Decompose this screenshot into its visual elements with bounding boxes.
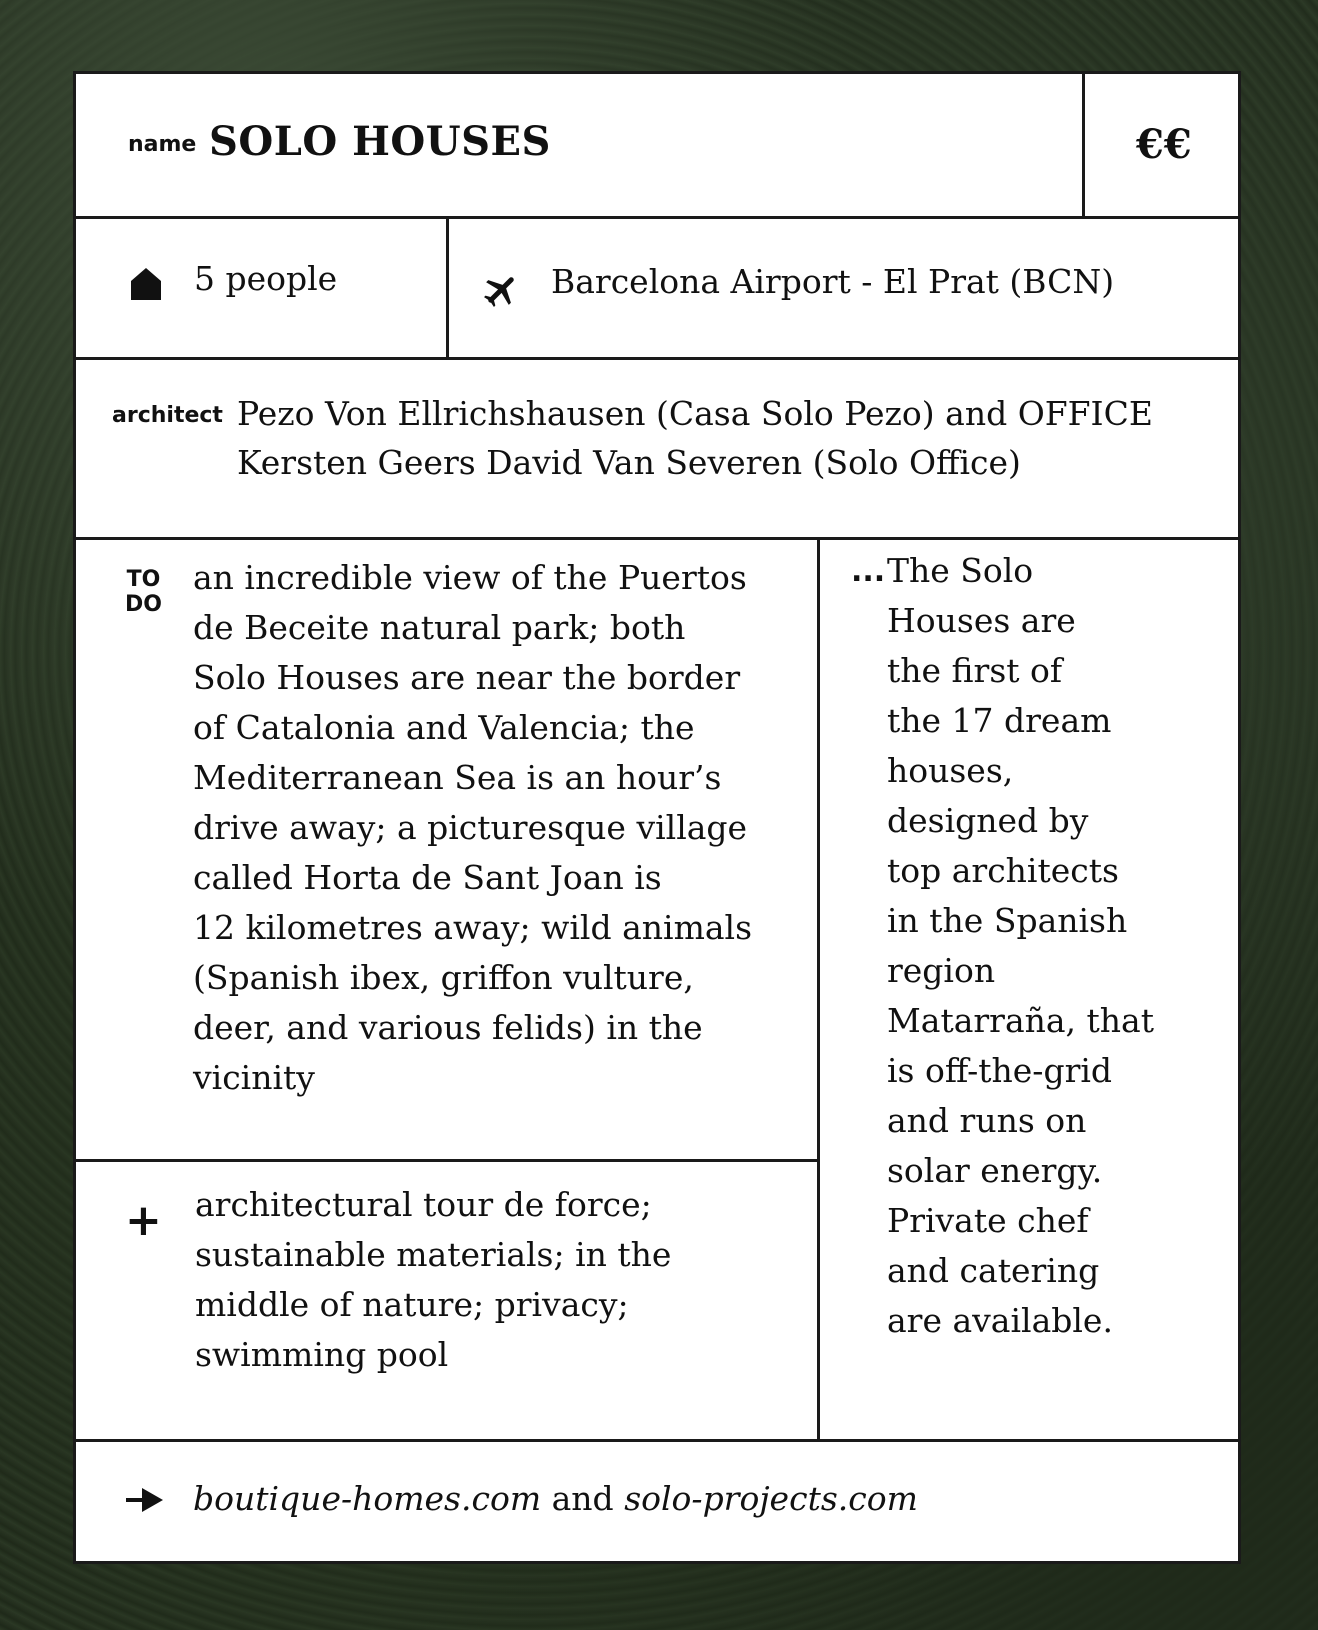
todo-label-bottom: DO	[125, 592, 162, 617]
description-line: are available.	[887, 1301, 1113, 1340]
divider	[1082, 74, 1085, 216]
todo-label	[125, 567, 162, 617]
architect-label: architect	[112, 403, 223, 428]
todo-line: an incredible view of the Puertos	[193, 558, 747, 597]
description-line: designed by	[887, 801, 1089, 840]
price-level: €€	[1136, 121, 1192, 168]
todo-line: Solo Houses are near the border	[193, 658, 741, 697]
link-boutique-homes[interactable]: boutique-homes.com	[193, 1479, 542, 1518]
divider	[76, 1439, 1238, 1442]
description-line: Matarraña, that	[887, 1001, 1154, 1040]
todo-line: Mediterranean Sea is an hour’s	[193, 758, 722, 797]
todo-line: deer, and various felids) in the	[193, 1008, 703, 1047]
divider	[76, 1159, 820, 1162]
description-line: and runs on	[887, 1101, 1087, 1140]
footer-and: and	[541, 1479, 625, 1518]
todo-text	[193, 553, 752, 1103]
divider	[817, 537, 820, 1439]
listing-card	[73, 71, 1241, 1564]
description-line: Houses are	[887, 601, 1076, 640]
house-icon	[130, 267, 162, 301]
description-line: and catering	[887, 1251, 1100, 1290]
divider	[76, 357, 1238, 360]
description-text	[887, 546, 1154, 1346]
todo-label-top: TO	[126, 567, 161, 592]
highlights-text	[195, 1180, 671, 1380]
todo-line: drive away; a picturesque village	[193, 808, 748, 847]
todo-line: of Catalonia and Valencia; the	[193, 708, 695, 747]
highlight-line: architectural tour de force;	[195, 1185, 652, 1224]
divider	[446, 216, 449, 357]
todo-line: 12 kilometres away; wild animals	[193, 908, 753, 947]
description-line: the first of	[887, 651, 1063, 690]
todo-line: de Beceite natural park; both	[193, 608, 686, 647]
plus-icon: +	[125, 1195, 162, 1246]
airport-text: Barcelona Airport - El Prat (BCN)	[551, 262, 1115, 301]
description-line: The Solo	[887, 551, 1034, 590]
name-label: name	[128, 132, 197, 157]
todo-line: vicinity	[193, 1058, 315, 1097]
architect-line-2: Kersten Geers David Van Severen (Solo Office)	[237, 443, 1021, 482]
ellipsis-icon: ...	[851, 554, 886, 589]
arrow-right-icon	[126, 1487, 164, 1513]
link-solo-projects[interactable]: solo-projects.com	[624, 1479, 918, 1518]
description-line: top architects	[887, 851, 1119, 890]
capacity-text: 5 people	[194, 259, 338, 298]
architect-line-1: Pezo Von Ellrichshausen (Casa Solo Pezo) and OFFICE	[237, 394, 1153, 433]
todo-line: (Spanish ibex, griffon vulture,	[193, 958, 694, 997]
highlight-line: swimming pool	[195, 1335, 449, 1374]
description-line: Private chef	[887, 1201, 1089, 1240]
highlight-line: sustainable materials; in the	[195, 1235, 672, 1274]
description-line: region	[887, 951, 996, 990]
footer-links	[193, 1474, 918, 1524]
description-line: the 17 dream	[887, 701, 1112, 740]
highlight-line: middle of nature; privacy;	[195, 1285, 629, 1324]
plane-icon	[483, 272, 519, 308]
description-line: solar energy.	[887, 1151, 1103, 1190]
page-title: SOLO HOUSES	[209, 118, 551, 165]
divider	[76, 537, 1238, 540]
todo-line: called Horta de Sant Joan is	[193, 858, 662, 897]
description-line: in the Spanish	[887, 901, 1128, 940]
divider	[76, 216, 1238, 219]
description-line: is off-the-grid	[887, 1051, 1113, 1090]
description-line: houses,	[887, 751, 1014, 790]
